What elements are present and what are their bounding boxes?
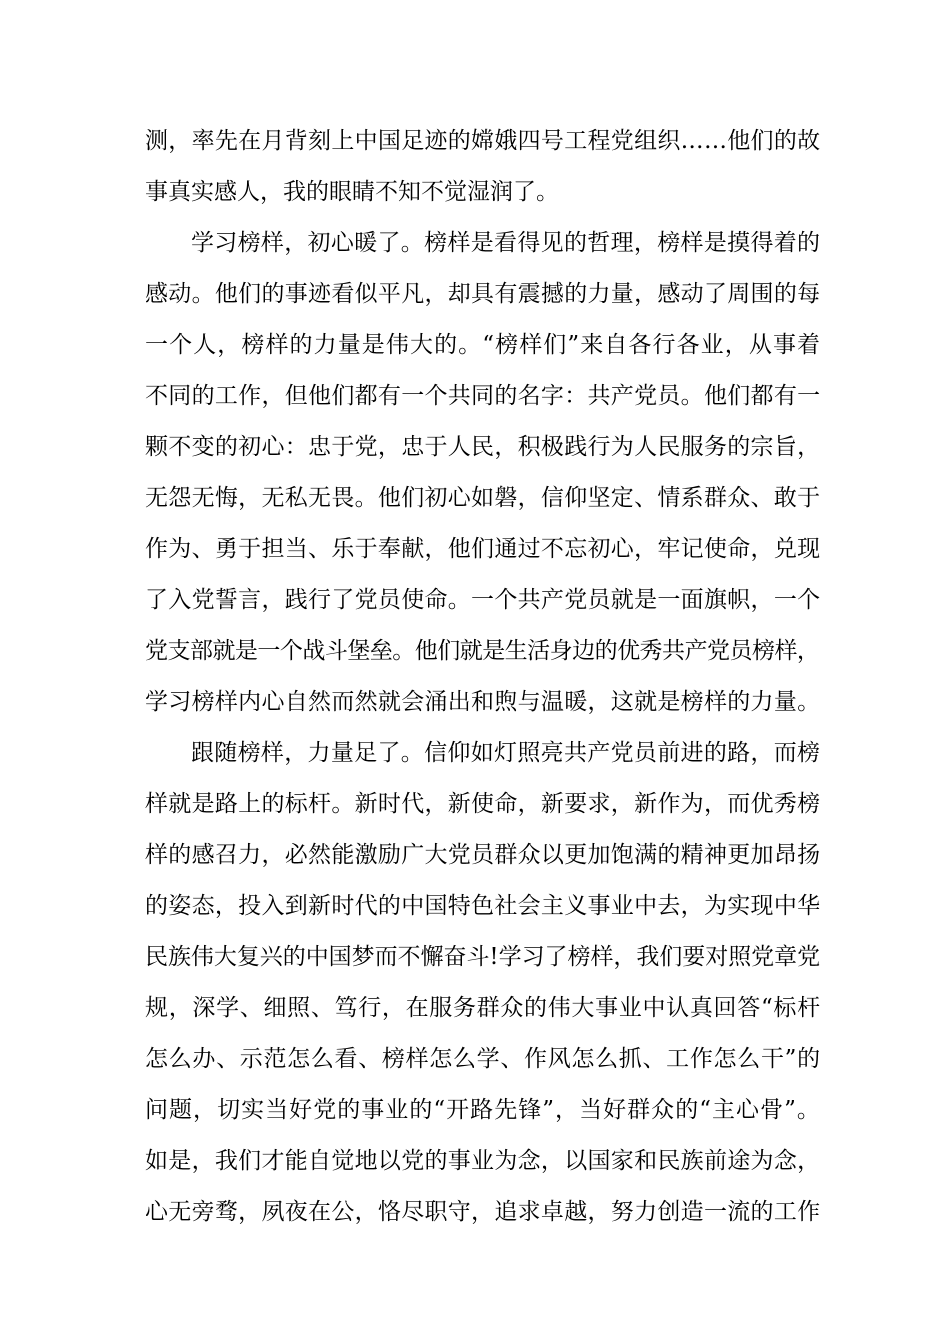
- text-line: 如是，我们才能自觉地以党的事业为念，以国家和民族前途为念，: [145, 1148, 821, 1174]
- text-line: 怎么办、示范怎么看、榜样怎么学、作风怎么抓、工作怎么干”的: [145, 1046, 821, 1072]
- document-body: [145, 116, 820, 1238]
- text-line: 民族伟大复兴的中国梦而不懈奋斗!学习了榜样，我们要对照党章党: [145, 944, 821, 970]
- text-line: 事真实感人，我的眼睛不知不觉湿润了。: [145, 179, 559, 205]
- text-line: 的姿态，投入到新时代的中国特色社会主义事业中去，为实现中华: [145, 893, 821, 919]
- text-line: 了入党誓言，践行了党员使命。一个共产党员就是一面旗帜，一个: [145, 587, 821, 613]
- text-line: 不同的工作，但他们都有一个共同的名字：共产党员。他们都有一: [145, 383, 821, 409]
- text-line: 规，深学、细照、笃行，在服务群众的伟大事业中认真回答“标杆: [145, 995, 821, 1021]
- text-line: 作为、勇于担当、乐于奉献，他们通过不忘初心，牢记使命，兑现: [145, 536, 821, 562]
- text-line: 无怨无悔，无私无畏。他们初心如磐，信仰坚定、情系群众、敢于: [145, 485, 821, 511]
- text-line: 学习榜样内心自然而然就会涌出和煦与温暖，这就是榜样的力量。: [145, 689, 821, 715]
- text-line: 党支部就是一个战斗堡垒。他们就是生活身边的优秀共产党员榜样，: [145, 638, 820, 664]
- paragraph-first-line: 学习榜样，初心暖了。榜样是看得见的哲理，榜样是摸得着的: [191, 230, 821, 256]
- text-line: 颗不变的初心：忠于党，忠于人民，积极践行为人民服务的宗旨，: [145, 434, 821, 460]
- text-line: 感动。他们的事迹看似平凡，却具有震撼的力量，感动了周围的每: [145, 281, 821, 307]
- text-line: 样就是路上的标杆。新时代，新使命，新要求，新作为，而优秀榜: [145, 791, 821, 817]
- text-line: 样的感召力，必然能激励广大党员群众以更加饱满的精神更加昂扬: [145, 842, 821, 868]
- text-line: 问题，切实当好党的事业的“开路先锋”，当好群众的“主心骨”。: [145, 1097, 821, 1123]
- text-line: 测，率先在月背刻上中国足迹的嫦娥四号工程党组织……他们的故: [145, 128, 821, 154]
- text-line: 心无旁骛，夙夜在公，恪尽职守，追求卓越，努力创造一流的工作: [145, 1199, 821, 1225]
- text-line: 一个人，榜样的力量是伟大的。“榜样们”来自各行各业，从事着: [145, 332, 822, 358]
- paragraph-first-line: 跟随榜样，力量足了。信仰如灯照亮共产党员前进的路，而榜: [191, 740, 821, 766]
